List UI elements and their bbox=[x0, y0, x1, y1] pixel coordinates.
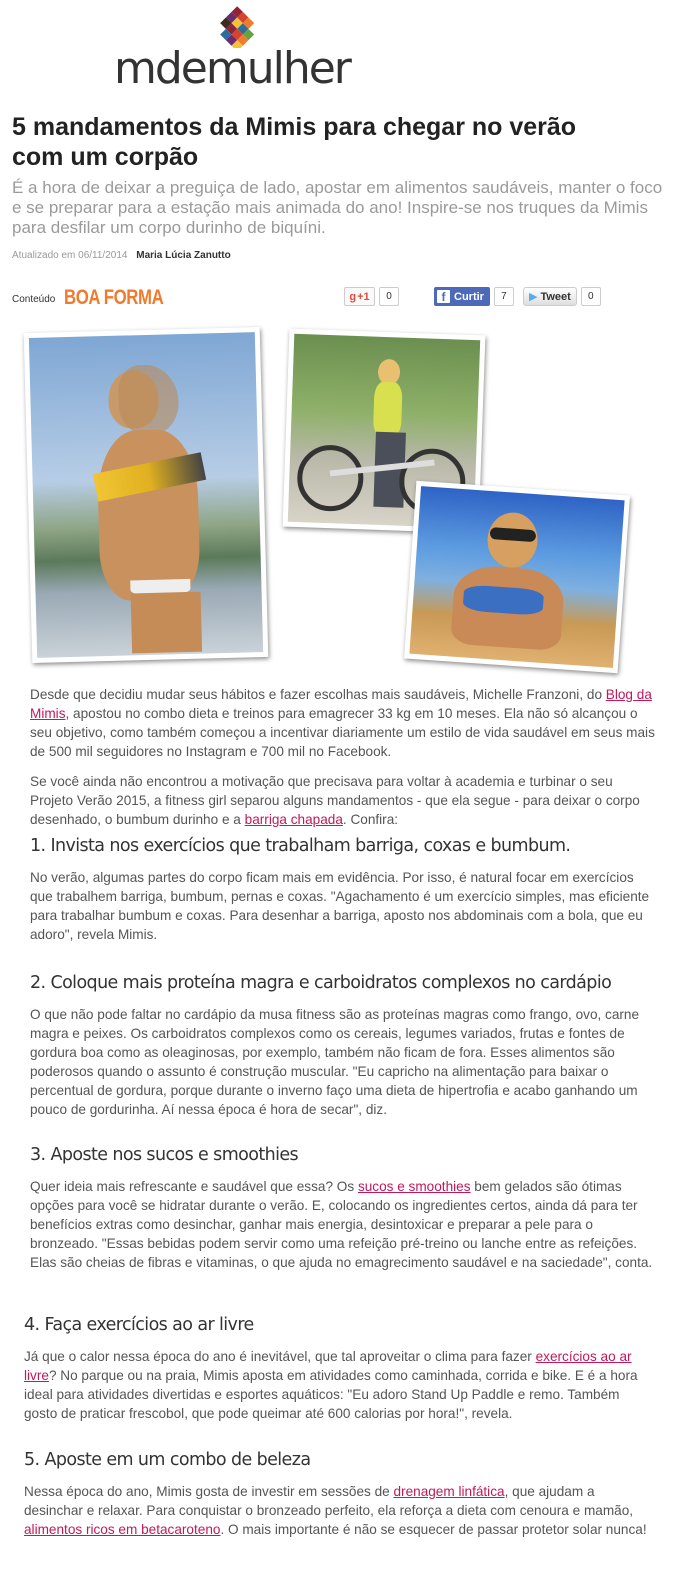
section-4-heading: 4. Faça exercícios ao ar livre bbox=[24, 1315, 254, 1335]
gplus-icon: g bbox=[349, 290, 357, 303]
section-3 bbox=[30, 1144, 656, 1272]
gplus-share bbox=[344, 287, 399, 306]
gplus-button[interactable]: g +1 bbox=[344, 287, 375, 306]
drenagem-linfatica-link[interactable]: drenagem linfática bbox=[393, 1484, 505, 1499]
facebook-like-button[interactable]: f Curtir bbox=[434, 287, 490, 306]
section-5-text: Nessa época do ano, Mimis gosta de investir em sessões de drenagem linfática, que ajudam a desinchar e relaxar. Para conquistar o bronzeado perfeito, ela reforça a dieta com cenoura e mamão, alimentos ricos em betacaroteno. O mais importante é não se esquecer de passar protetor solar nunca! bbox=[24, 1484, 647, 1537]
section-4 bbox=[24, 1314, 650, 1423]
section-3-text: Quer ideia mais refrescante e saudável que essa? Os sucos e smoothies bem gelados são ótimas opções para você se hidratar durante o verão. E, colocando os ingredientes certos, ainda dá para ter benefícios extras como desinchar, ganhar mais energia, desintoxicar e preparar a pele para o bronzeado. "Essas bebidas podem servir como uma refeição pré-treino ou lanche entre as refeições. Elas são cheias de fibras e vitaminas, o que ajuda no emagrecimento saudável e na saciedade", conta. bbox=[30, 1179, 653, 1270]
logo-wordmark: mdemulher bbox=[114, 43, 350, 94]
section-2-text: O que não pode faltar no cardápio da musa fitness são as proteínas magras como frango, ovo, carne magra e peixes. Os carboidratos complexos como os cereais, legumes variados, frutas e fontes de gordura boa como as oleaginosas, por exemplo, também não ficam de fora. Esses alimentos são poderosos quando o assunto é construção muscular. "Eu capricho na alimentação para baixar o percentual de gordura, porque durante o inverno faço uma dieta de hipertrofia e acabo ganhando um pouco de gordurinha. Aí nessa época é hora de secar", diz. bbox=[30, 1007, 640, 1117]
article-title: 5 mandamentos da Mimis para chegar no verão com um corpão bbox=[12, 113, 577, 171]
twitter-bird-icon: ▶ bbox=[529, 291, 538, 303]
article-subtitle: É a hora de deixar a preguiça de lado, apostar em alimentos saudáveis, manter o foco e se preparar para a estação mais animada do ano! Inspire-se nos truques da Mimis para desfilar um corpo durinho de biquíni. bbox=[12, 178, 663, 237]
facebook-count: 7 bbox=[494, 287, 514, 306]
betacaroteno-link[interactable]: alimentos ricos em betacaroteno bbox=[24, 1522, 221, 1537]
blog-da-mimis-link[interactable]: Blog da Mimis bbox=[30, 687, 652, 721]
section-3-heading: 3. Aposte nos sucos e smoothies bbox=[30, 1145, 299, 1165]
section-badge[interactable]: BOA FORMA bbox=[64, 286, 164, 309]
author-name[interactable]: Maria Lúcia Zanutto bbox=[136, 250, 231, 261]
section-1-text: No verão, algumas partes do corpo ficam mais em evidência. Por isso, é natural focar em exercícios que trabalhem barriga, bumbum, pernas e coxas. "Agachamento é um exercício simples, mas eficiente para trabalhar bumbum e coxas. Para desenhar a barriga, aposto nos abdominais com a bola, que eu adoro", revela Mimis. bbox=[30, 870, 650, 942]
section-5-heading: 5. Aposte em um combo de beleza bbox=[24, 1450, 311, 1470]
heart-logo-icon bbox=[218, 4, 262, 48]
facebook-share bbox=[434, 287, 514, 306]
content-label: Conteúdo bbox=[12, 294, 56, 305]
intro-paragraph-1: Desde que decidiu mudar seus hábitos e fazer escolhas mais saudáveis, Michelle Franzoni, do Blog da Mimis, apostou no combo dieta e treinos para emagrecer 33 kg em 10 meses. Ela não só alcançou o seu objetivo, como também começou a incentivar diariamente um estilo de vida saudável em seus mais de 500 mil seguidores no Instagram e 700 mil no Facebook. bbox=[30, 687, 655, 759]
updated-date: Atualizado em 06/11/2014 bbox=[12, 250, 128, 261]
section-5 bbox=[24, 1449, 650, 1539]
site-logo[interactable] bbox=[114, 4, 379, 96]
sucos-smoothies-link[interactable]: sucos e smoothies bbox=[357, 1179, 471, 1194]
twitter-share bbox=[523, 287, 601, 306]
facebook-icon: f bbox=[437, 290, 450, 303]
photo-collage bbox=[0, 320, 681, 670]
photo-beach-selfie[interactable] bbox=[404, 481, 630, 673]
photo-bikini-sea[interactable] bbox=[24, 327, 269, 663]
section-4-text: Já que o calor nessa época do ano é inevitável, que tal aproveitar o clima para fazer exercícios ao ar livre? No parque ou na praia, Mimis aposta em atividades como caminhada, corrida e bike. E é a hora ideal para atividades divertidas e esportes aquáticos: "Eu adoro Stand Up Paddle e remo. Também gosto de praticar frescobol, que pode queimar até 600 calorias por hora!", revela. bbox=[24, 1349, 638, 1421]
section-2-heading: 2. Coloque mais proteína magra e carboidratos complexos no cardápio bbox=[30, 973, 612, 993]
gplus-count: 0 bbox=[379, 287, 399, 306]
barriga-chapada-link[interactable]: barriga chapada bbox=[244, 812, 343, 827]
twitter-count: 0 bbox=[581, 287, 601, 306]
article-meta bbox=[12, 250, 231, 261]
section-2 bbox=[30, 972, 656, 1119]
section-1-heading: 1. Invista nos exercícios que trabalham barriga, coxas e bumbum. bbox=[30, 836, 571, 856]
exercicios-ar-livre-link[interactable]: exercícios ao ar livre bbox=[24, 1349, 632, 1383]
section-1 bbox=[30, 835, 656, 944]
article-intro bbox=[30, 685, 656, 840]
intro-paragraph-2: Se você ainda não encontrou a motivação que precisava para voltar à academia e turbinar o seu Projeto Verão 2015, a fitness girl separou alguns mandamentos - que ela segue - para deixar o corpo desenhado, o bumbum durinho e a barriga chapada. Confira: bbox=[30, 774, 640, 827]
tweet-button[interactable]: ▶ Tweet bbox=[523, 287, 577, 306]
